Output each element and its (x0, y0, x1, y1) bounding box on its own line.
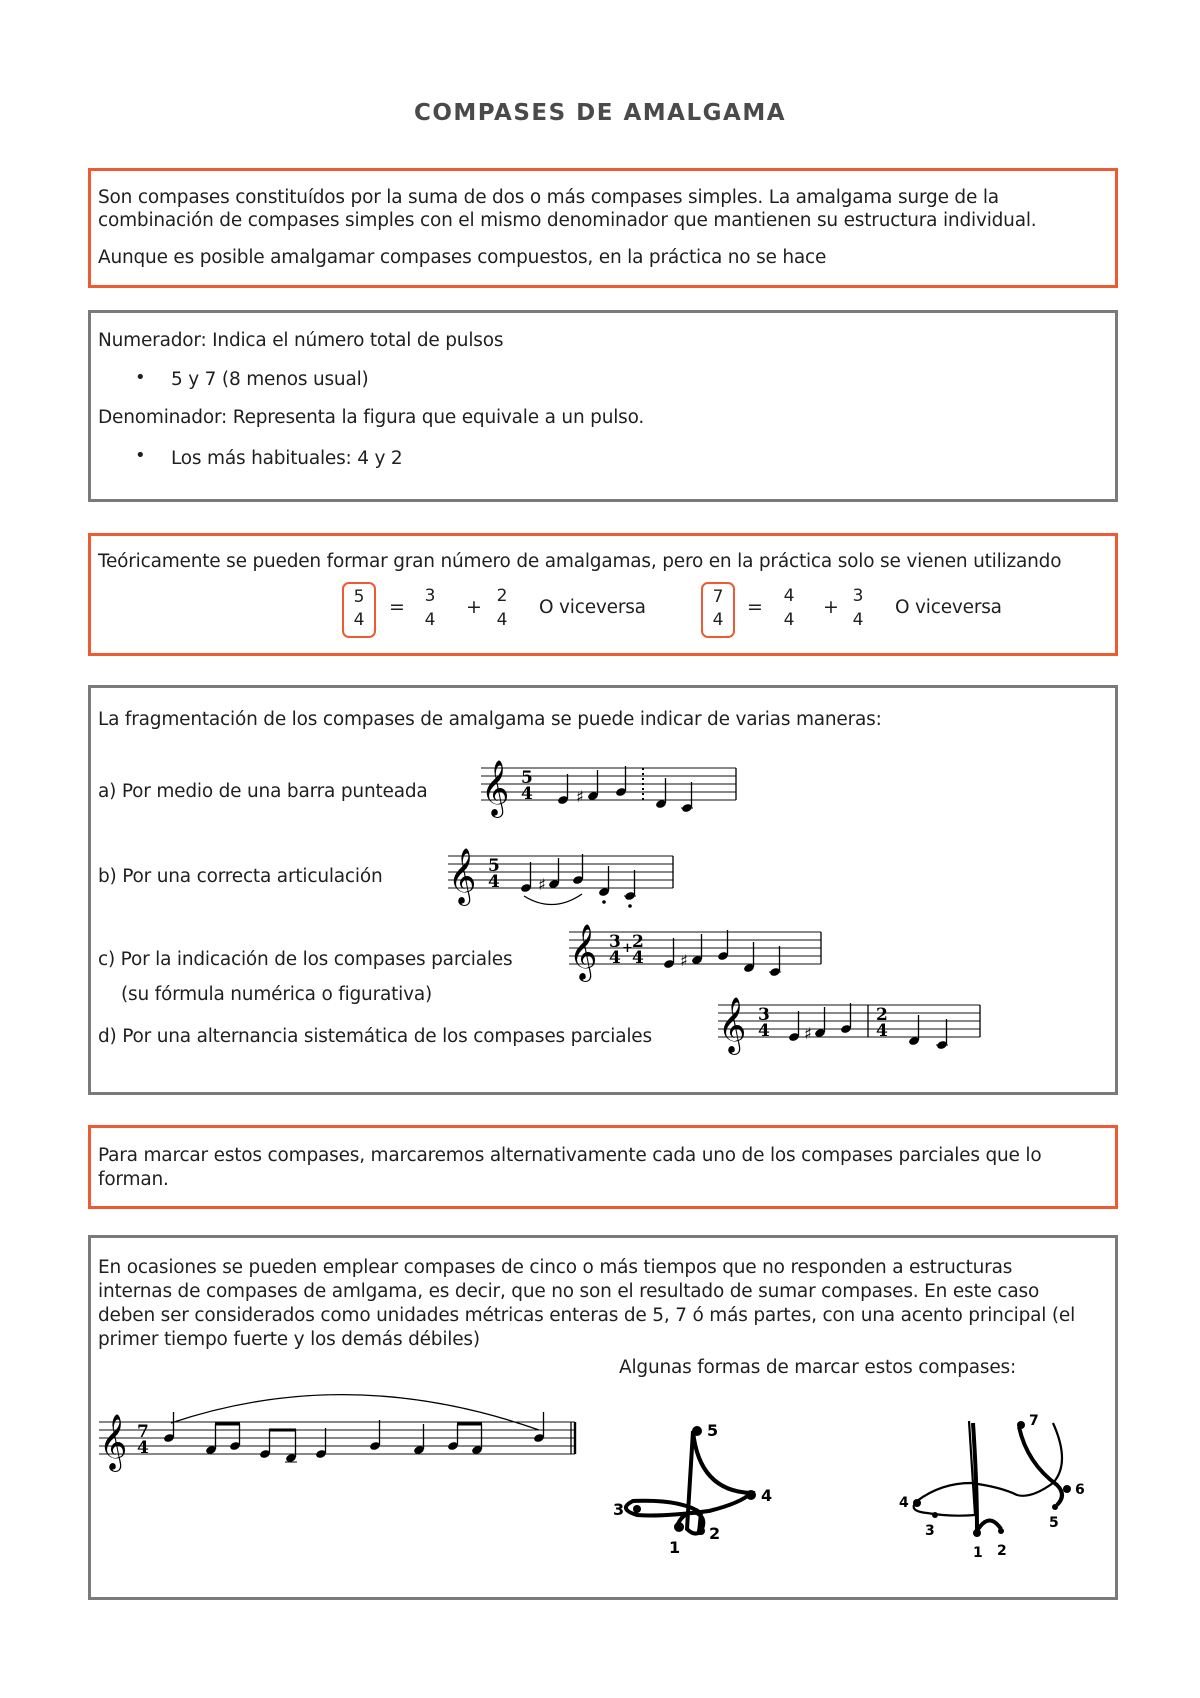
beat-dot (932, 1512, 938, 1518)
time-sig-den: 4 (632, 948, 644, 968)
note-head (471, 1424, 483, 1455)
beat-dot (1052, 1504, 1058, 1510)
time-sig-den: 4 (137, 1438, 149, 1458)
note-head (936, 1019, 948, 1050)
beat-label: 5 (707, 1421, 719, 1440)
staff-alternating-signatures (718, 985, 988, 1065)
conducting-line-1: Para marcar estos compases, marcaremos alternativamente cada uno de los compases parciales que lo (98, 1145, 1042, 1166)
note-head (315, 1428, 327, 1459)
beat-dot (913, 1499, 921, 1507)
irregular-line-1: En ocasiones se pueden emplear compases de cinco o más tiempos que no responden a estructuras (98, 1257, 1013, 1278)
amalgam-examples-text: Teóricamente se pueden formar gran número de amalgamas, pero en la práctica solo se vienen utilizando (98, 551, 1062, 572)
time-sig-num: 2 (876, 1005, 888, 1025)
time-sig-den: 4 (758, 1021, 770, 1041)
eq2-a-denominator: 4 (783, 610, 795, 630)
note-head (814, 1007, 826, 1038)
pattern-path (626, 1431, 751, 1534)
beat-dot (998, 1528, 1004, 1534)
beat-dot (633, 1505, 641, 1513)
plus-sign: + (466, 596, 482, 618)
beat-label: 5 (1049, 1515, 1059, 1531)
eq1-numerator: 5 (353, 587, 365, 607)
sharp-icon: ♯ (680, 951, 688, 970)
note-head (533, 1412, 545, 1443)
eq1-a-denominator: 4 (424, 610, 436, 630)
note-head (691, 934, 703, 965)
note-head (369, 1420, 381, 1451)
denominator-bullet: Los más habituales: 4 y 2 (171, 448, 403, 469)
numerator-bullet: 5 y 7 (8 menos usual) (171, 369, 369, 390)
note-head (548, 858, 560, 889)
time-sig-num: 7 (137, 1422, 149, 1442)
note-head (908, 1015, 920, 1046)
staff-articulation (448, 828, 678, 918)
conducting-line-2: forman. (98, 1169, 169, 1190)
beat-label: 3 (613, 1500, 625, 1519)
numerator-denominator-box (88, 310, 1118, 502)
beat-label: 4 (761, 1486, 773, 1505)
beat-dot (674, 1522, 684, 1532)
eq2-denominator: 4 (712, 610, 724, 630)
sharp-icon: ♯ (804, 1024, 812, 1043)
time-sig-num: 5 (521, 768, 533, 788)
note-head (788, 1011, 800, 1042)
note-head (163, 1412, 175, 1443)
eq1-a-numerator: 3 (424, 586, 436, 606)
note-head (615, 766, 627, 797)
staff-partial-signatures (569, 912, 829, 992)
definition-line-1: Son compases constituídos por la suma de dos o más compases simples. La amalgama surge de la (98, 187, 999, 208)
method-c-subtext: (su fórmula numérica o figurativa) (121, 984, 433, 1005)
beat-label: 3 (925, 1523, 935, 1539)
time-sig-den: 4 (876, 1021, 888, 1041)
eq1-b-denominator: 4 (496, 610, 508, 630)
note-head (205, 1424, 217, 1455)
bullet-icon: • (135, 367, 146, 388)
eq2-numerator: 7 (712, 587, 724, 607)
note-head (259, 1430, 271, 1459)
note-head (655, 778, 667, 809)
time-sig-plus: + (622, 941, 633, 956)
conducting-pattern-seven (831, 1403, 1091, 1583)
conducting-pattern-five (601, 1403, 821, 1583)
note-head (681, 782, 693, 813)
method-d-text: d) Por una alternancia sistemática de los compases parciales (98, 1026, 652, 1047)
beat-dot (697, 1527, 705, 1535)
staff-seven-four (99, 1378, 579, 1478)
time-sig-den: 4 (521, 784, 533, 804)
method-a-text: a) Por medio de una barra punteada (98, 781, 428, 802)
treble-clef-icon: 𝄞 (569, 924, 598, 980)
page-title: COMPASES DE AMALGAMA (413, 100, 787, 126)
fragmentation-box (88, 685, 1118, 1095)
time-sig-num: 3 (758, 1005, 770, 1025)
eq1-note: O viceversa (539, 597, 646, 618)
irregular-line-3: deben ser considerados como unidades métricas enteras de 5, 7 ó más partes, con una acento principal (el (98, 1305, 1076, 1326)
definition-box (88, 168, 1118, 288)
bullet-icon: • (135, 445, 146, 466)
eq2-a-numerator: 4 (783, 586, 795, 606)
time-sig-den: 4 (488, 872, 500, 892)
time-sig-num: 5 (488, 856, 500, 876)
note-head (520, 862, 532, 893)
note-head (557, 774, 569, 805)
time-sig-num: 3 (609, 932, 621, 952)
note-head (743, 942, 755, 973)
treble-clef-icon: 𝄞 (718, 997, 747, 1053)
patterns-caption: Algunas formas de marcar estos compases: (619, 1357, 1016, 1378)
beat-label: 6 (1075, 1482, 1085, 1498)
method-c-text: c) Por la indicación de los compases parciales (98, 949, 513, 970)
beat-dot (1017, 1421, 1025, 1429)
beat-label: 2 (709, 1524, 721, 1543)
note-head (624, 870, 636, 908)
amalgam-examples-box (88, 533, 1118, 656)
definition-line-2: combinación de compases simples con el mismo denominador que mantienen su estructura individual. (98, 210, 1037, 231)
treble-clef-icon: 𝄞 (481, 760, 510, 816)
eq1-b-numerator: 2 (496, 586, 508, 606)
note-head (717, 930, 729, 961)
beat-dot (692, 1426, 702, 1436)
method-b-text: b) Por una correcta articulación (98, 866, 383, 887)
note-head (663, 938, 675, 969)
eq2-b-denominator: 4 (852, 610, 864, 630)
note-head (413, 1424, 425, 1455)
note-head (587, 770, 599, 801)
plus-sign: + (823, 596, 839, 618)
time-sig-den: 4 (609, 948, 621, 968)
irregular-meters-box (88, 1235, 1118, 1600)
sharp-icon: ♯ (538, 875, 546, 894)
beat-dot (1063, 1485, 1071, 1493)
eq2-b-numerator: 3 (852, 586, 864, 606)
beat-dot (746, 1490, 756, 1500)
numerator-text: Numerador: Indica el número total de pulsos (98, 330, 504, 351)
treble-clef-icon: 𝄞 (448, 848, 477, 904)
equals-sign: = (747, 596, 763, 618)
slur (524, 894, 582, 905)
conducting-box (88, 1125, 1118, 1209)
note-head (572, 854, 584, 885)
definition-line-3: Aunque es posible amalgamar compases compuestos, en la práctica no se hace (98, 247, 827, 268)
time-sig-num: 2 (632, 932, 644, 952)
irregular-line-4: primer tiempo fuerte y los demás débiles) (98, 1329, 480, 1350)
note-head (840, 1003, 852, 1034)
treble-clef-icon: 𝄞 (99, 1414, 128, 1470)
denominator-text: Denominador: Representa la figura que equivale a un pulso. (98, 407, 645, 428)
staff-dotted-barline (481, 748, 741, 828)
equals-sign: = (389, 596, 405, 618)
fragmentation-intro: La fragmentación de los compases de amalgama se puede indicar de varias maneras: (98, 709, 882, 730)
note-head (769, 946, 781, 977)
eq2-note: O viceversa (895, 597, 1002, 618)
beat-dot (973, 1529, 981, 1537)
beat-label: 7 (1029, 1413, 1039, 1429)
sharp-icon: ♯ (576, 787, 584, 806)
irregular-line-2: internas de compases de amlgama, es decir, que no son el resultado de sumar compases. En este caso (98, 1281, 1040, 1302)
beat-label: 1 (973, 1545, 983, 1561)
beat-label: 4 (899, 1495, 909, 1511)
beat-label: 2 (997, 1543, 1007, 1559)
eq1-denominator: 4 (353, 610, 365, 630)
beat-label: 1 (669, 1538, 681, 1557)
